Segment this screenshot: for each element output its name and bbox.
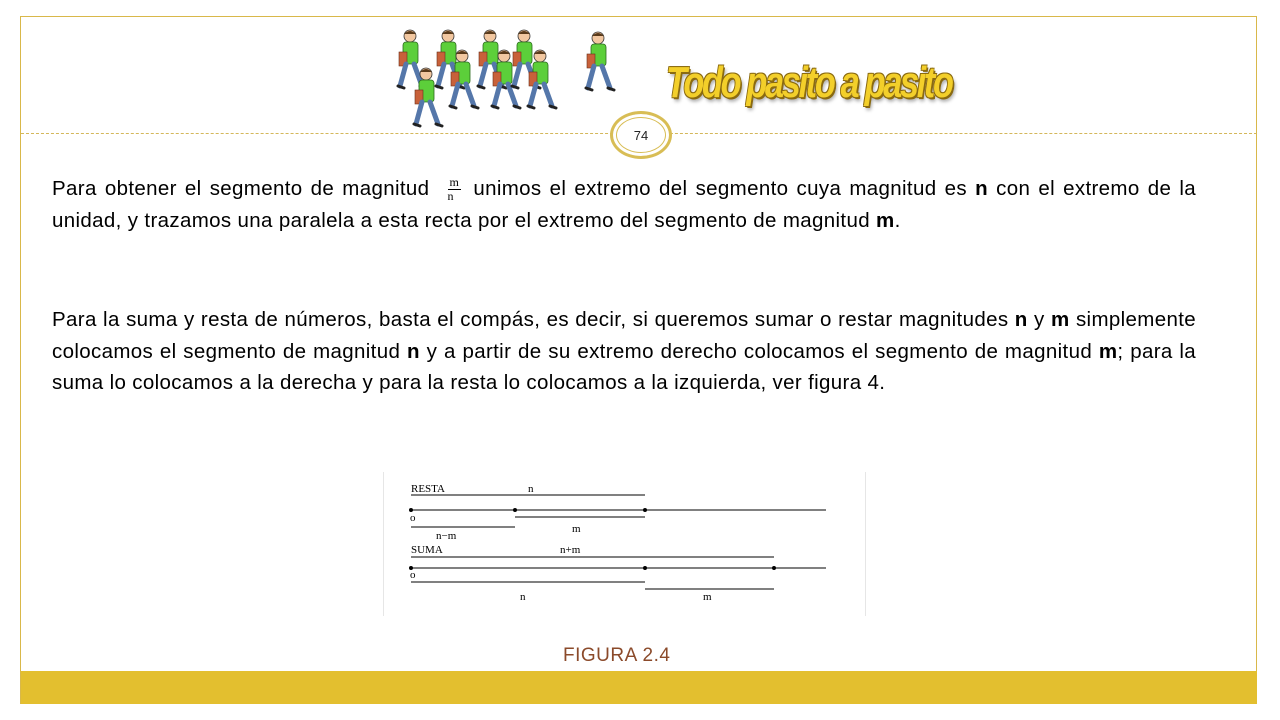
suma-m-label: m	[703, 591, 712, 603]
resta-m-label: m	[572, 523, 581, 535]
suma-nm-label: n+m	[560, 544, 581, 556]
resta-o-label: o	[410, 512, 416, 524]
resta-nm-label: n−m	[436, 530, 457, 542]
resta-n-label: n	[528, 483, 534, 495]
resta-point-diff	[513, 508, 517, 512]
paragraph-1	[52, 173, 1196, 236]
page-number: 74	[610, 111, 672, 159]
resta-point-n	[643, 508, 647, 512]
segments-diagram	[384, 472, 865, 616]
fraction-m-over-n	[448, 176, 462, 203]
p1-text-1: Para obtener el segmento de magnitud	[52, 177, 430, 200]
suma-point-n	[643, 566, 647, 570]
p2-text-4: y a partir de su extremo derecho colocamos el segmento de magnitud	[426, 339, 1093, 363]
p1-bold-m: m	[876, 208, 895, 232]
suma-o-label: o	[410, 569, 416, 581]
p2-bold-m-2: m	[1098, 339, 1118, 363]
suma-point-nm	[772, 566, 776, 570]
p2-bold-n: n	[1014, 308, 1028, 331]
p2-text-5: ; para la suma lo colocamos a la derecha y para la resta lo colocamos a la izquierda, ver figura 4.	[52, 339, 1197, 394]
suma-label: SUMA	[411, 544, 443, 556]
fraction-numerator: m	[449, 175, 460, 190]
p2-bold-n-2: n	[406, 339, 420, 363]
p2-text-3: simplemente colocamos el segmento de magnitud	[52, 308, 1197, 363]
p1-bold-n: n	[975, 177, 988, 200]
suma-n-label: n	[520, 591, 526, 603]
p2-text-2: y	[1034, 308, 1045, 331]
walking-people-clipart	[392, 26, 632, 130]
figure-segments	[383, 472, 866, 616]
paragraph-2	[52, 304, 1196, 399]
footer-bar	[21, 671, 1257, 704]
banner-title: Todo pasito a pasito	[666, 58, 952, 107]
p2-bold-m: m	[1051, 308, 1070, 331]
p1-text-4: .	[894, 208, 901, 232]
p1-text-3: con el extremo de la unidad, y trazamos una paralela a esta recta por el extremo del segmento de magnitud	[52, 177, 1196, 232]
fraction-denominator: n	[447, 189, 454, 204]
p1-text-2: unimos el extremo del segmento cuya magnitud es	[473, 177, 967, 200]
figure-caption: FIGURA 2.4	[563, 645, 671, 666]
p2-text-1: Para la suma y resta de números, basta el compás, es decir, si queremos sumar o restar magnitudes	[52, 308, 1009, 331]
resta-label: RESTA	[411, 483, 445, 495]
